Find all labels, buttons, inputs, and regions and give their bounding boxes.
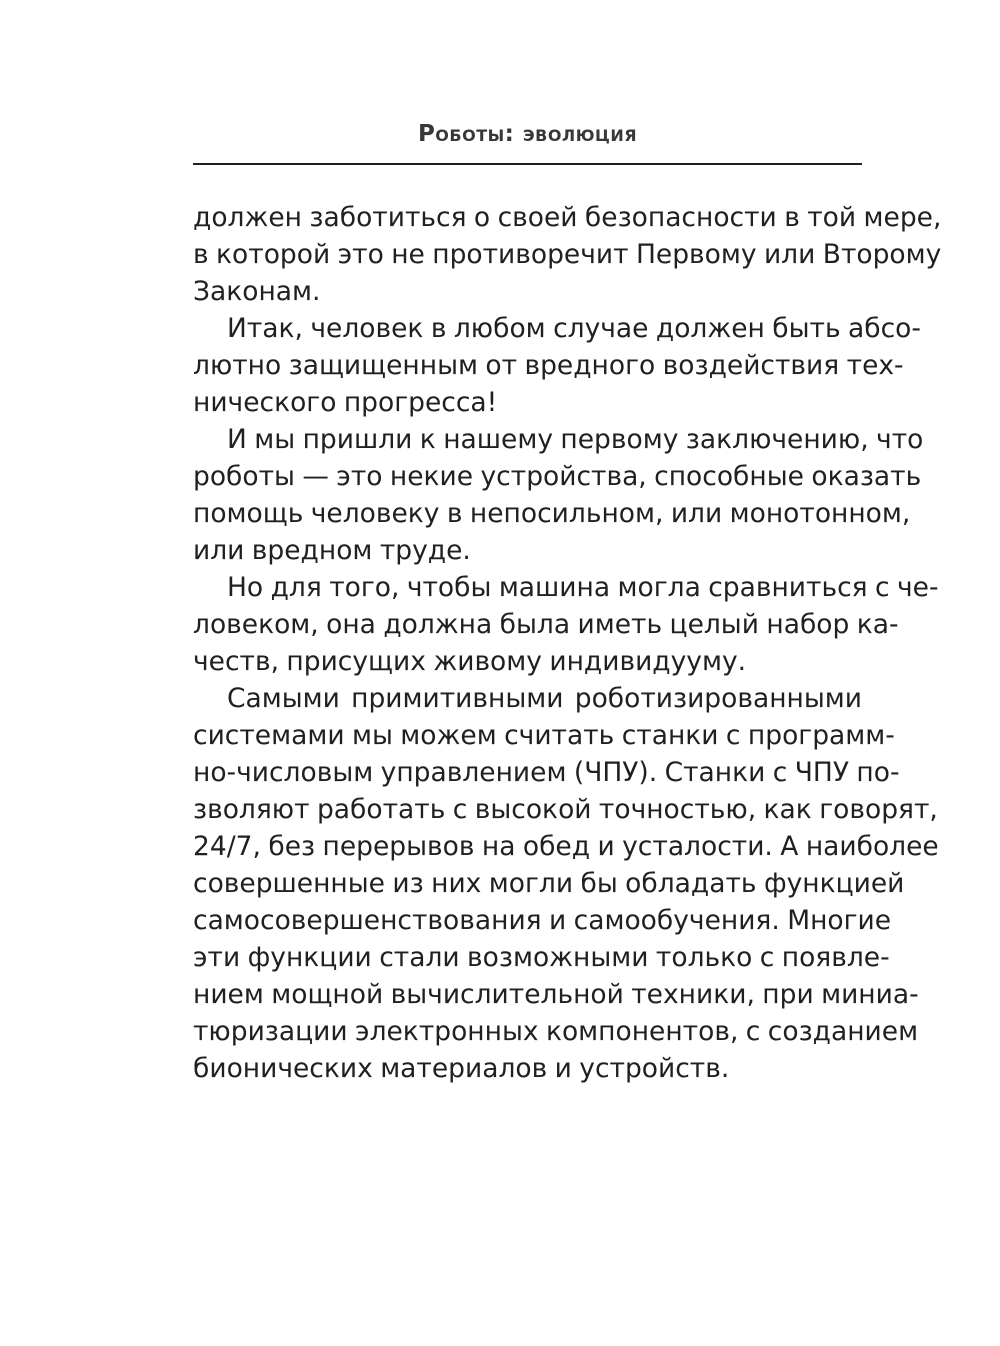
running-head: Роботы: эволюция xyxy=(417,121,638,147)
text-line: Законам. xyxy=(193,276,321,307)
text-line: И мы пришли к нашему первому заключению, что xyxy=(227,424,924,455)
text-line: нием мощной вычислительной техники, при миниа- xyxy=(193,979,919,1010)
text-line: Самыми примитивными роботизированными xyxy=(227,683,862,714)
text-line: зволяют работать с высокой точностью, как говорят, xyxy=(193,794,938,825)
text-line: но-числовым управлением (ЧПУ). Станки с ЧПУ по- xyxy=(193,757,900,788)
text-line: лютно защищенным от вредного воздействия тех- xyxy=(193,350,904,381)
text-line: самосовершенствования и самообучения. Многие xyxy=(193,905,892,936)
text-line: эти функции стали возможными только с появле- xyxy=(193,942,890,973)
text-line: должен заботиться о своей безопасности в той мере, xyxy=(193,202,942,233)
text-line: честв, присущих живому индивидууму. xyxy=(193,646,747,677)
body-text xyxy=(193,199,942,1087)
text-line: или вредном труде. xyxy=(193,535,471,566)
text-line: тюризации электронных компонентов, с созданием xyxy=(193,1016,919,1047)
text-line: совершенные из них могли бы обладать функцией xyxy=(193,868,905,899)
text-line: в которой это не противоречит Первому или Второму xyxy=(193,239,942,270)
text-line: роботы — это некие устройства, способные оказать xyxy=(193,461,922,492)
text-line: помощь человеку в непосильном, или монотонном, xyxy=(193,498,911,529)
text-line: 24/7, без перерывов на обед и усталости. А наиболее xyxy=(193,831,939,862)
text-line: ловеком, она должна была иметь целый набор ка- xyxy=(193,609,899,640)
header-rule xyxy=(193,163,862,165)
text-line: Итак, человек в любом случае должен быть абсо- xyxy=(227,313,921,344)
text-line: системами мы можем считать станки с программ- xyxy=(193,720,895,751)
text-line: нического прогресса! xyxy=(193,387,498,418)
text-line: Но для того, чтобы машина могла сравниться с че- xyxy=(227,572,939,603)
text-line: бионических материалов и устройств. xyxy=(193,1053,730,1084)
